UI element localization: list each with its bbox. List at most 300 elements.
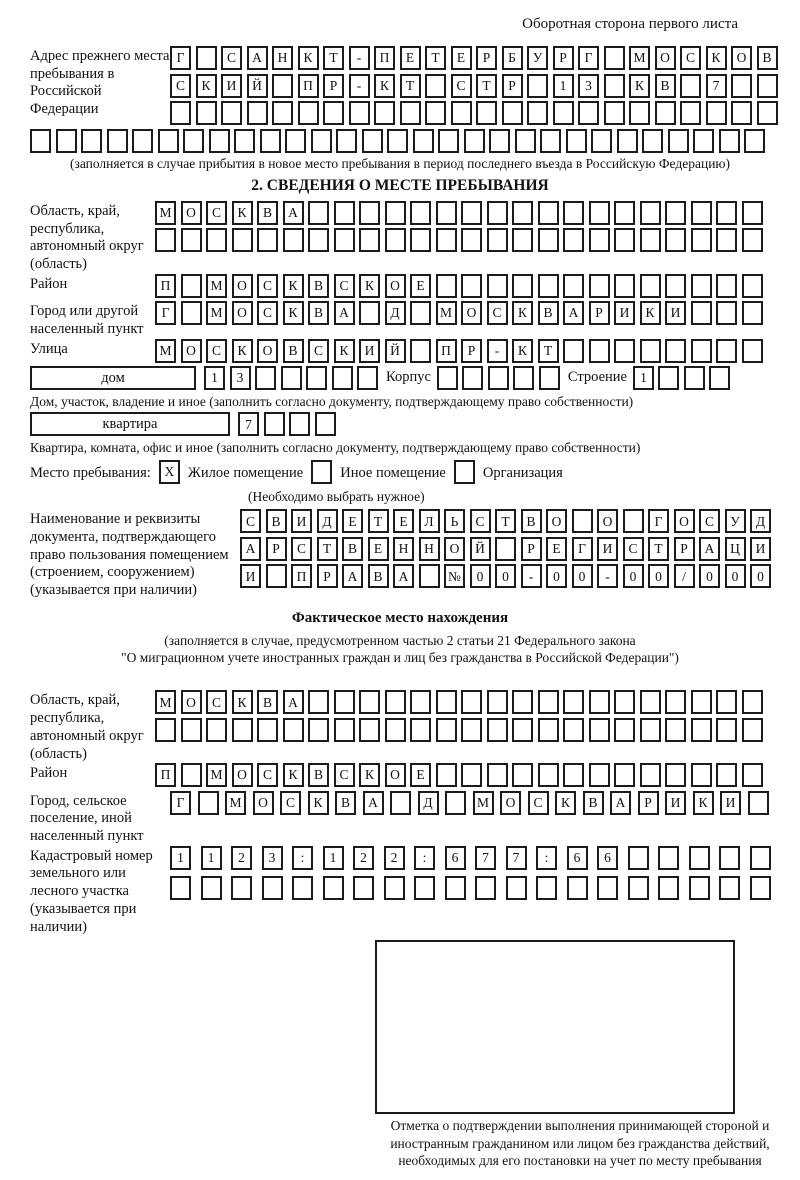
char-box[interactable]: Д (418, 791, 439, 815)
char-box[interactable]: Д (750, 509, 771, 533)
char-box[interactable] (132, 129, 153, 153)
char-box[interactable]: Т (368, 509, 389, 533)
char-box[interactable]: И (221, 74, 242, 98)
char-box[interactable]: О (655, 46, 676, 70)
char-box[interactable]: И (291, 509, 312, 533)
char-box[interactable] (665, 274, 686, 298)
char-box[interactable] (232, 718, 253, 742)
char-box[interactable] (742, 301, 763, 325)
char-box[interactable]: И (665, 301, 686, 325)
char-box[interactable]: С (257, 301, 278, 325)
char-box[interactable] (334, 718, 355, 742)
char-box[interactable]: К (283, 274, 304, 298)
char-box[interactable]: А (393, 564, 414, 588)
char-box[interactable] (668, 129, 689, 153)
char-box[interactable] (308, 718, 329, 742)
char-box[interactable] (563, 690, 584, 714)
char-box[interactable]: 0 (699, 564, 720, 588)
char-box[interactable] (359, 301, 380, 325)
char-box[interactable]: И (665, 791, 686, 815)
char-box[interactable] (359, 201, 380, 225)
char-box[interactable] (209, 129, 230, 153)
char-box[interactable]: Е (342, 509, 363, 533)
char-box[interactable]: Е (400, 46, 421, 70)
char-box[interactable]: 7 (706, 74, 727, 98)
char-box[interactable]: М (206, 274, 227, 298)
char-box[interactable]: 6 (445, 846, 466, 870)
char-box[interactable]: X (159, 460, 180, 484)
char-box[interactable]: П (155, 274, 176, 298)
char-box[interactable]: 1 (553, 74, 574, 98)
char-box[interactable]: 1 (201, 846, 222, 870)
char-box[interactable] (461, 763, 482, 787)
char-box[interactable]: Г (648, 509, 669, 533)
char-box[interactable] (691, 274, 712, 298)
char-box[interactable]: О (181, 201, 202, 225)
char-box[interactable] (716, 201, 737, 225)
char-box[interactable] (538, 274, 559, 298)
char-box[interactable] (315, 412, 336, 436)
char-box[interactable] (206, 228, 227, 252)
char-box[interactable]: Г (155, 301, 176, 325)
char-box[interactable] (495, 537, 516, 561)
char-box[interactable] (572, 509, 593, 533)
char-box[interactable] (512, 201, 533, 225)
char-box[interactable] (538, 763, 559, 787)
char-box[interactable]: 0 (495, 564, 516, 588)
char-box[interactable]: Р (317, 564, 338, 588)
char-box[interactable] (748, 791, 769, 815)
char-box[interactable] (385, 201, 406, 225)
char-box[interactable] (563, 763, 584, 787)
char-box[interactable] (614, 763, 635, 787)
char-box[interactable] (260, 129, 281, 153)
char-box[interactable] (445, 876, 466, 900)
char-box[interactable]: К (298, 46, 319, 70)
char-box[interactable]: Н (272, 46, 293, 70)
char-box[interactable] (512, 763, 533, 787)
char-box[interactable] (527, 101, 548, 125)
char-box[interactable] (591, 129, 612, 153)
char-box[interactable] (538, 718, 559, 742)
char-box[interactable]: Ь (444, 509, 465, 533)
char-box[interactable] (181, 763, 202, 787)
char-box[interactable]: С (291, 537, 312, 561)
char-box[interactable]: В (308, 763, 329, 787)
char-box[interactable]: А (283, 690, 304, 714)
char-box[interactable] (445, 791, 466, 815)
char-box[interactable] (436, 201, 457, 225)
char-box[interactable]: С (280, 791, 301, 815)
char-box[interactable] (155, 718, 176, 742)
char-box[interactable] (353, 876, 374, 900)
char-box[interactable]: М (225, 791, 246, 815)
char-box[interactable] (589, 718, 610, 742)
char-box[interactable] (158, 129, 179, 153)
char-box[interactable]: В (655, 74, 676, 98)
char-box[interactable] (81, 129, 102, 153)
char-box[interactable]: П (298, 74, 319, 98)
char-box[interactable]: Т (425, 46, 446, 70)
char-box[interactable]: Т (538, 339, 559, 363)
char-box[interactable] (196, 46, 217, 70)
char-box[interactable] (438, 129, 459, 153)
char-box[interactable]: С (257, 763, 278, 787)
char-box[interactable] (257, 718, 278, 742)
char-box[interactable]: С (334, 763, 355, 787)
char-box[interactable] (589, 690, 610, 714)
char-box[interactable]: С (206, 201, 227, 225)
char-box[interactable]: В (283, 339, 304, 363)
char-box[interactable] (742, 763, 763, 787)
char-box[interactable]: - (521, 564, 542, 588)
char-box[interactable]: О (232, 274, 253, 298)
char-box[interactable] (283, 228, 304, 252)
char-box[interactable] (538, 228, 559, 252)
char-box[interactable] (604, 74, 625, 98)
char-box[interactable] (563, 718, 584, 742)
char-box[interactable]: 0 (546, 564, 567, 588)
char-box[interactable]: 1 (323, 846, 344, 870)
char-box[interactable] (716, 690, 737, 714)
char-box[interactable]: М (473, 791, 494, 815)
char-box[interactable] (567, 876, 588, 900)
char-box[interactable] (272, 74, 293, 98)
char-box[interactable]: 0 (750, 564, 771, 588)
char-box[interactable]: К (693, 791, 714, 815)
char-box[interactable] (750, 876, 771, 900)
char-box[interactable] (628, 846, 649, 870)
char-box[interactable]: Т (400, 74, 421, 98)
char-box[interactable]: К (196, 74, 217, 98)
char-box[interactable] (413, 129, 434, 153)
char-box[interactable] (231, 876, 252, 900)
char-box[interactable] (604, 46, 625, 70)
char-box[interactable] (489, 129, 510, 153)
char-box[interactable] (680, 74, 701, 98)
char-box[interactable] (272, 101, 293, 125)
char-box[interactable] (454, 460, 475, 484)
char-box[interactable] (691, 228, 712, 252)
char-box[interactable] (538, 201, 559, 225)
char-box[interactable]: П (291, 564, 312, 588)
char-box[interactable]: К (512, 301, 533, 325)
char-box[interactable]: Р (674, 537, 695, 561)
char-box[interactable]: М (206, 763, 227, 787)
char-box[interactable] (461, 228, 482, 252)
char-box[interactable] (232, 228, 253, 252)
char-box[interactable]: С (257, 274, 278, 298)
char-box[interactable]: О (253, 791, 274, 815)
char-box[interactable]: 0 (572, 564, 593, 588)
char-box[interactable] (614, 228, 635, 252)
char-box[interactable]: И (359, 339, 380, 363)
char-box[interactable] (257, 228, 278, 252)
char-box[interactable]: А (610, 791, 631, 815)
char-box[interactable] (742, 690, 763, 714)
char-box[interactable] (563, 228, 584, 252)
char-box[interactable] (566, 129, 587, 153)
char-box[interactable] (665, 763, 686, 787)
char-box[interactable] (614, 274, 635, 298)
char-box[interactable] (461, 690, 482, 714)
char-box[interactable] (665, 201, 686, 225)
char-box[interactable] (589, 274, 610, 298)
char-box[interactable]: / (674, 564, 695, 588)
char-box[interactable]: С (470, 509, 491, 533)
char-box[interactable]: Д (317, 509, 338, 533)
char-box[interactable]: Н (419, 537, 440, 561)
char-box[interactable]: Р (502, 74, 523, 98)
char-box[interactable] (247, 101, 268, 125)
char-box[interactable] (614, 690, 635, 714)
char-box[interactable] (292, 876, 313, 900)
char-box[interactable] (589, 339, 610, 363)
char-box[interactable]: М (206, 301, 227, 325)
char-box[interactable]: О (232, 301, 253, 325)
char-box[interactable]: Е (451, 46, 472, 70)
char-box[interactable]: О (461, 301, 482, 325)
char-box[interactable]: О (674, 509, 695, 533)
char-box[interactable]: В (308, 301, 329, 325)
char-box[interactable] (308, 201, 329, 225)
char-box[interactable] (487, 690, 508, 714)
char-box[interactable] (640, 201, 661, 225)
char-box[interactable] (640, 718, 661, 742)
char-box[interactable] (359, 690, 380, 714)
char-box[interactable]: 7 (475, 846, 496, 870)
char-box[interactable] (706, 101, 727, 125)
char-box[interactable] (512, 274, 533, 298)
char-box[interactable]: 0 (470, 564, 491, 588)
char-box[interactable]: С (240, 509, 261, 533)
char-box[interactable]: М (629, 46, 650, 70)
char-box[interactable]: К (555, 791, 576, 815)
char-box[interactable] (744, 129, 765, 153)
char-box[interactable] (283, 718, 304, 742)
char-box[interactable] (410, 301, 431, 325)
char-box[interactable] (436, 763, 457, 787)
char-box[interactable] (425, 74, 446, 98)
char-box[interactable] (56, 129, 77, 153)
char-box[interactable] (642, 129, 663, 153)
char-box[interactable]: О (181, 339, 202, 363)
char-box[interactable] (181, 274, 202, 298)
char-box[interactable]: К (359, 763, 380, 787)
char-box[interactable]: 3 (262, 846, 283, 870)
char-box[interactable] (691, 201, 712, 225)
char-box[interactable] (436, 274, 457, 298)
char-box[interactable] (390, 791, 411, 815)
char-box[interactable]: Е (410, 763, 431, 787)
char-box[interactable] (359, 718, 380, 742)
char-box[interactable] (487, 274, 508, 298)
char-box[interactable] (691, 763, 712, 787)
char-box[interactable]: С (206, 690, 227, 714)
char-box[interactable] (502, 101, 523, 125)
char-box[interactable]: А (240, 537, 261, 561)
char-box[interactable]: М (155, 201, 176, 225)
char-box[interactable] (719, 876, 740, 900)
char-box[interactable]: О (385, 274, 406, 298)
char-box[interactable]: Р (266, 537, 287, 561)
char-box[interactable]: Г (170, 791, 191, 815)
char-box[interactable] (385, 718, 406, 742)
char-box[interactable] (183, 129, 204, 153)
char-box[interactable] (170, 101, 191, 125)
char-box[interactable] (487, 201, 508, 225)
char-box[interactable]: В (257, 201, 278, 225)
char-box[interactable] (221, 101, 242, 125)
char-box[interactable]: К (512, 339, 533, 363)
char-box[interactable] (589, 763, 610, 787)
char-box[interactable]: Б (502, 46, 523, 70)
char-box[interactable]: О (444, 537, 465, 561)
char-box[interactable]: А (334, 301, 355, 325)
char-box[interactable] (461, 718, 482, 742)
char-box[interactable]: Т (317, 537, 338, 561)
char-box[interactable] (691, 339, 712, 363)
char-box[interactable] (719, 846, 740, 870)
char-box[interactable] (617, 129, 638, 153)
char-box[interactable]: Т (648, 537, 669, 561)
char-box[interactable] (336, 129, 357, 153)
char-box[interactable] (281, 366, 302, 390)
char-box[interactable]: Г (170, 46, 191, 70)
char-box[interactable]: 0 (648, 564, 669, 588)
char-box[interactable]: № (444, 564, 465, 588)
char-box[interactable] (563, 339, 584, 363)
char-box[interactable] (181, 301, 202, 325)
char-box[interactable]: С (680, 46, 701, 70)
char-box[interactable] (334, 201, 355, 225)
char-box[interactable]: О (257, 339, 278, 363)
char-box[interactable] (385, 690, 406, 714)
char-box[interactable] (684, 366, 705, 390)
char-box[interactable] (640, 274, 661, 298)
char-box[interactable]: К (706, 46, 727, 70)
char-box[interactable]: Г (572, 537, 593, 561)
char-box[interactable]: П (436, 339, 457, 363)
char-box[interactable]: С (206, 339, 227, 363)
char-box[interactable] (264, 412, 285, 436)
char-box[interactable]: И (614, 301, 635, 325)
char-box[interactable] (719, 129, 740, 153)
char-box[interactable] (311, 460, 332, 484)
char-box[interactable]: У (725, 509, 746, 533)
char-box[interactable] (374, 101, 395, 125)
char-box[interactable]: К (308, 791, 329, 815)
char-box[interactable]: В (342, 537, 363, 561)
char-box[interactable]: : (536, 846, 557, 870)
char-box[interactable] (731, 74, 752, 98)
char-box[interactable]: Й (247, 74, 268, 98)
char-box[interactable] (410, 228, 431, 252)
char-box[interactable] (731, 101, 752, 125)
char-box[interactable] (512, 718, 533, 742)
char-box[interactable]: С (699, 509, 720, 533)
char-box[interactable] (234, 129, 255, 153)
char-box[interactable]: Р (521, 537, 542, 561)
char-box[interactable] (742, 718, 763, 742)
char-box[interactable]: В (335, 791, 356, 815)
char-box[interactable]: С (221, 46, 242, 70)
char-box[interactable]: О (731, 46, 752, 70)
char-box[interactable] (742, 228, 763, 252)
char-box[interactable] (716, 301, 737, 325)
char-box[interactable]: 7 (506, 846, 527, 870)
char-box[interactable]: - (597, 564, 618, 588)
char-box[interactable] (512, 228, 533, 252)
char-box[interactable]: Н (393, 537, 414, 561)
char-box[interactable]: Л (419, 509, 440, 533)
char-box[interactable] (255, 366, 276, 390)
char-box[interactable]: Т (323, 46, 344, 70)
char-box[interactable]: А (247, 46, 268, 70)
char-box[interactable] (716, 339, 737, 363)
char-box[interactable]: К (640, 301, 661, 325)
char-box[interactable] (323, 876, 344, 900)
char-box[interactable]: 1 (633, 366, 654, 390)
char-box[interactable] (155, 228, 176, 252)
char-box[interactable] (262, 876, 283, 900)
char-box[interactable]: К (232, 339, 253, 363)
char-box[interactable] (716, 718, 737, 742)
char-box[interactable] (475, 876, 496, 900)
char-box[interactable]: М (155, 339, 176, 363)
char-box[interactable]: Г (578, 46, 599, 70)
char-box[interactable]: С (451, 74, 472, 98)
char-box[interactable]: Т (495, 509, 516, 533)
char-box[interactable]: С (334, 274, 355, 298)
char-box[interactable] (410, 690, 431, 714)
char-box[interactable]: О (181, 690, 202, 714)
char-box[interactable]: И (597, 537, 618, 561)
char-box[interactable]: Д (385, 301, 406, 325)
char-box[interactable] (266, 564, 287, 588)
char-box[interactable]: А (342, 564, 363, 588)
char-box[interactable] (665, 228, 686, 252)
char-box[interactable] (540, 129, 561, 153)
char-box[interactable]: А (699, 537, 720, 561)
char-box[interactable] (181, 718, 202, 742)
char-box[interactable] (640, 339, 661, 363)
char-box[interactable] (589, 201, 610, 225)
char-box[interactable] (437, 366, 458, 390)
char-box[interactable] (536, 876, 557, 900)
char-box[interactable]: К (629, 74, 650, 98)
char-box[interactable]: К (283, 763, 304, 787)
char-box[interactable] (487, 228, 508, 252)
char-box[interactable]: 2 (231, 846, 252, 870)
char-box[interactable] (513, 366, 534, 390)
char-box[interactable]: В (583, 791, 604, 815)
char-box[interactable] (451, 101, 472, 125)
char-box[interactable]: О (232, 763, 253, 787)
char-box[interactable]: А (283, 201, 304, 225)
char-box[interactable] (750, 846, 771, 870)
char-box[interactable] (506, 876, 527, 900)
char-box[interactable] (709, 366, 730, 390)
char-box[interactable] (691, 301, 712, 325)
char-box[interactable]: С (487, 301, 508, 325)
char-box[interactable] (387, 129, 408, 153)
char-box[interactable]: А (563, 301, 584, 325)
char-box[interactable] (462, 366, 483, 390)
char-box[interactable]: У (527, 46, 548, 70)
char-box[interactable]: К (283, 301, 304, 325)
char-box[interactable] (515, 129, 536, 153)
